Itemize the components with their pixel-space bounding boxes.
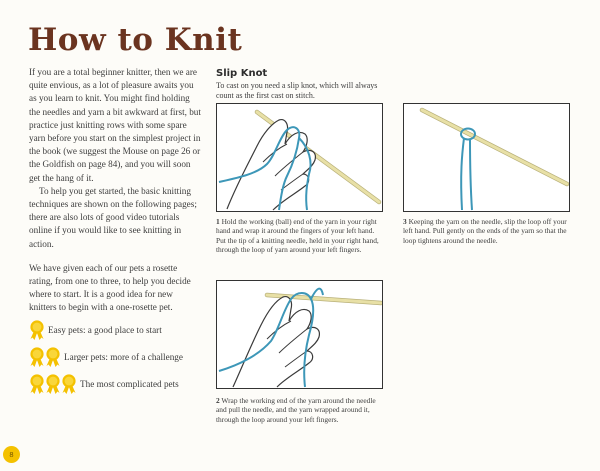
step-text: Hold the working (ball) end of the yarn in your right hand and wrap it around the fingers of your left hand. Put the tip of a knitting needle, held in your right hand, through the loop of yarn around your left fingers. bbox=[216, 217, 379, 255]
step-3-caption bbox=[403, 217, 573, 245]
rosette-icon bbox=[29, 374, 45, 394]
rating-three-rosettes bbox=[29, 374, 179, 394]
rosette-icon bbox=[29, 347, 45, 367]
step-2-illustration bbox=[216, 280, 383, 389]
section-heading: Slip Knot bbox=[216, 68, 268, 79]
intro-paragraph-3: We have given each of our pets a rosette rating, from one to three, to help you decide where to start. It is a good idea for new knitters to begin with a one-rosette pet. bbox=[29, 262, 191, 313]
intro-text bbox=[29, 66, 201, 315]
intro-paragraph-2: To help you get started, the basic knitting techniques are shown on the following pages; there are also lots of good video tutorials online if you would like to see knitting in action. bbox=[29, 185, 197, 249]
rating-one-rosette bbox=[29, 320, 162, 340]
rosette-icon bbox=[45, 347, 61, 367]
intro-paragraph-1: If you are a total beginner knitter, then we are quite envious, as a lot of pleasure awaits you as you learn to knit. You might find holding the needles and yarn a bit awkward at first, but practice just knitting rows with some spare yarn before you start on the simplest project in the book (we suggest the Mouse on page 26 or the Goldfish on page 84), and you will soon get the hang of it. bbox=[29, 67, 201, 183]
section-intro: To cast on you need a slip knot, which will always count as the first cast on stitch. bbox=[216, 81, 378, 100]
rating-label: Easy pets: a good place to start bbox=[48, 325, 162, 335]
step-1-caption bbox=[216, 217, 384, 255]
step-3-illustration bbox=[403, 103, 570, 212]
rosette-icon bbox=[61, 374, 77, 394]
step-2-caption bbox=[216, 396, 384, 424]
step-number: 3 bbox=[403, 217, 407, 226]
step-text: Wrap the working end of the yarn around the needle and pull the needle, and the yarn wrapped around it, through the loop around your left fingers. bbox=[216, 396, 376, 424]
page-number-badge: 8 bbox=[3, 446, 20, 463]
page-title: How to Knit bbox=[28, 22, 243, 58]
rosette-icon bbox=[45, 374, 61, 394]
rating-two-rosettes bbox=[29, 347, 183, 367]
rosette-icon bbox=[29, 320, 45, 340]
step-number: 2 bbox=[216, 396, 220, 405]
step-number: 1 bbox=[216, 217, 220, 226]
rating-label: Larger pets: more of a challenge bbox=[64, 352, 183, 362]
rating-label: The most complicated pets bbox=[80, 379, 179, 389]
step-1-illustration bbox=[216, 103, 383, 212]
step-text: Keeping the yarn on the needle, slip the loop off your left hand. Pull gently on the ends of the yarn so that the loop tightens around the needle. bbox=[403, 217, 567, 245]
